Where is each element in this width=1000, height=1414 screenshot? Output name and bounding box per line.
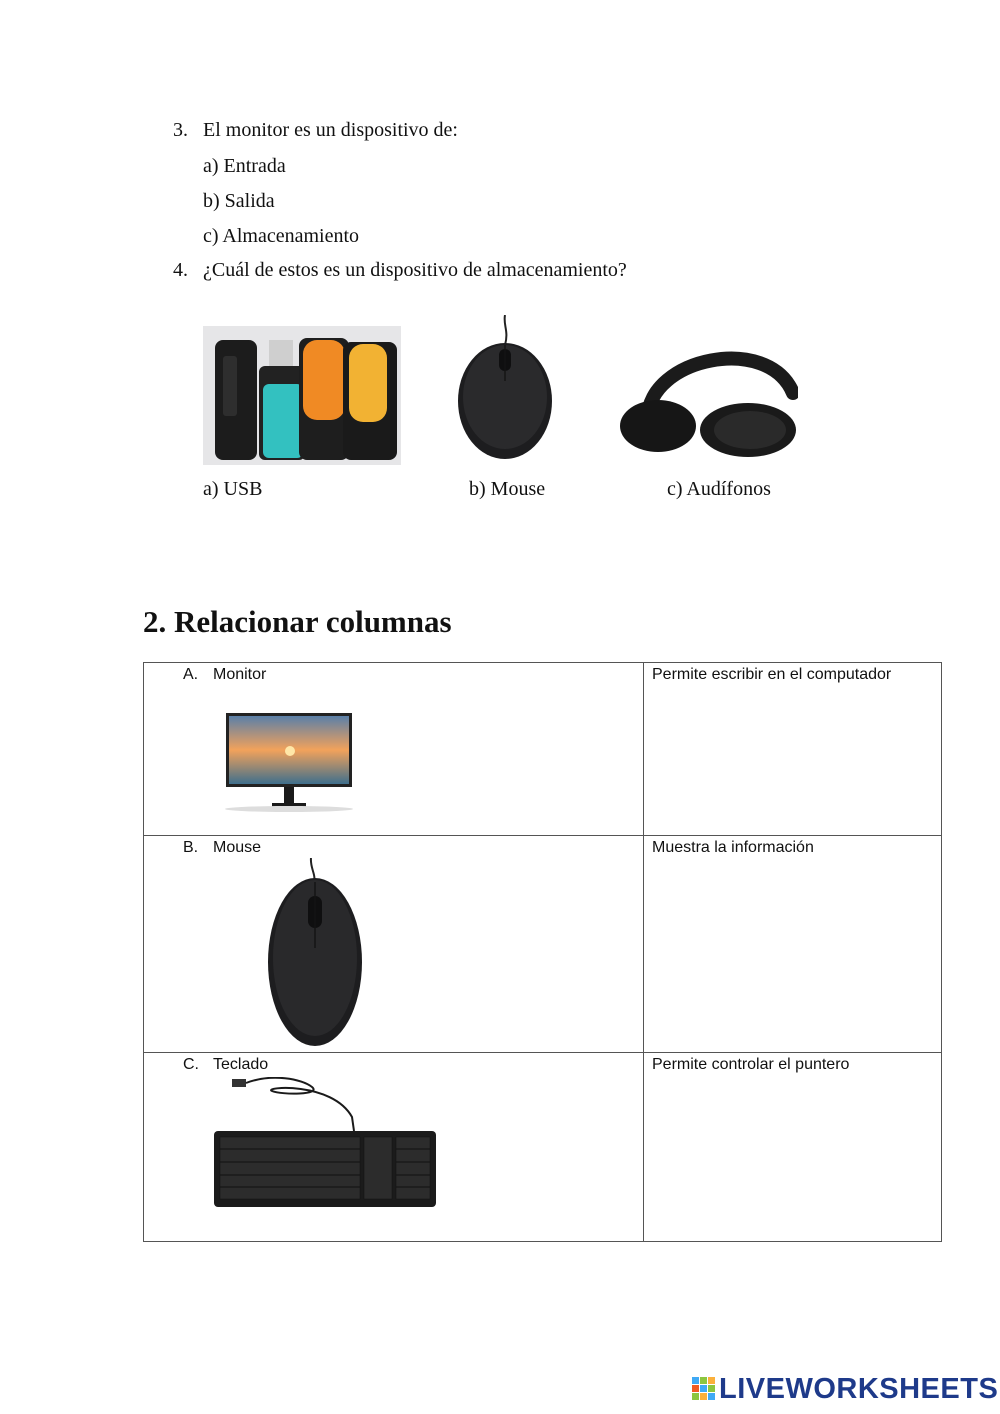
row-item: Mouse (213, 839, 262, 856)
row-letter: A. (183, 666, 199, 683)
q3-option-c[interactable]: c) Almacenamiento (203, 225, 360, 247)
description-cell (644, 1053, 942, 1242)
item-cell (144, 836, 644, 1053)
row-label (183, 839, 261, 857)
table-row (144, 1053, 942, 1242)
section-title: 2. Relacionar columnas (143, 604, 452, 639)
description-cell (644, 663, 942, 836)
row-description[interactable]: Permite controlar el puntero (652, 1056, 850, 1073)
item-cell (144, 1053, 644, 1242)
headphones-image (618, 338, 798, 458)
question-number: 3. (173, 119, 188, 141)
question-text: El monitor es un dispositivo de: (203, 119, 458, 141)
row-label (183, 1056, 268, 1074)
q3-option-a[interactable]: a) Entrada (203, 155, 286, 177)
brand-logo (692, 1372, 998, 1406)
table-row (144, 836, 942, 1053)
row-item: Monitor (213, 666, 267, 683)
q4-option-c[interactable]: c) Audífonos (667, 478, 771, 500)
description-cell (644, 836, 942, 1053)
mouse-image (455, 315, 555, 462)
usb-drives-image (203, 326, 401, 465)
match-table (143, 662, 942, 1242)
liveworksheets-logo-icon (692, 1377, 716, 1401)
q3-option-b[interactable]: b) Salida (203, 190, 275, 212)
row-item: Teclado (213, 1056, 269, 1073)
monitor-image (222, 711, 360, 813)
keyboard-image (212, 1077, 438, 1211)
q4-option-b[interactable]: b) Mouse (469, 478, 546, 500)
q4-option-a[interactable]: a) USB (203, 478, 263, 500)
brand-name: LIVEWORKSHEETS (719, 1372, 999, 1405)
question-number: 4. (173, 259, 188, 281)
row-description[interactable]: Permite escribir en el computador (652, 666, 892, 683)
question-text: ¿Cuál de estos es un dispositivo de almacenamiento? (203, 259, 627, 281)
row-letter: C. (183, 1056, 199, 1073)
mouse-image (266, 858, 364, 1048)
row-letter: B. (183, 839, 199, 856)
item-cell (144, 663, 644, 836)
table-row (144, 663, 942, 836)
row-label (183, 666, 266, 684)
row-description[interactable]: Muestra la información (652, 839, 814, 856)
